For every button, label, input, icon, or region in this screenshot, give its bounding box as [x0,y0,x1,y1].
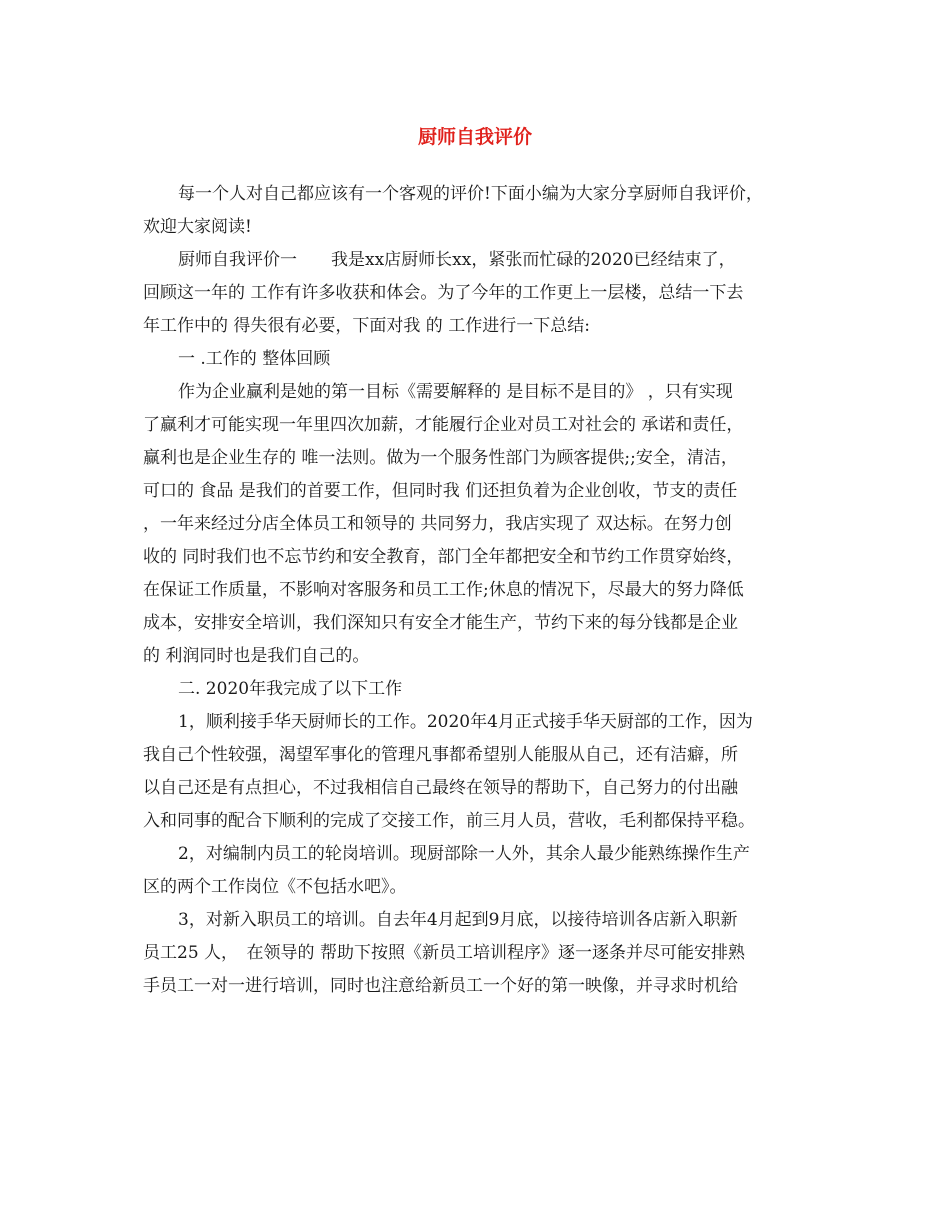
paragraph-line: 了赢利才可能实现一年里四次加薪，才能履行企业对员工对社会的 承诺和责任， [143,415,744,435]
section-heading: 二. 2020年我完成了以下工作 [178,679,403,699]
paragraph-line: 以自己还是有点担心，不过我相信自己最终在领导的帮助下，自己努力的付出融 [143,778,738,798]
document-title: 厨师自我评价 [417,126,532,148]
paragraph-line: 可口的 食品 是我们的首要工作，但同时我 们还担负着为企业创收，节支的责任 [143,481,738,501]
paragraph-line: 在保证工作质量，不影响对客服务和员工工作;休息的情况下，尽最大的努力降低 [143,580,744,600]
paragraph-line: 员工25 人， 在领导的 帮助下按照《新员工培训程序》逐一逐条并尽可能安排熟 [143,943,745,963]
paragraph-line: 赢利也是企业生存的 唯一法则。做为一个服务性部门为顾客提供;;安全，清洁， [143,448,738,468]
paragraph-line: 成本，安排安全培训，我们深知只有安全才能生产，节约下来的每分钱都是企业 [143,613,738,633]
section-heading: 一 .工作的 整体回顾 [178,349,331,369]
paragraph-line: 欢迎大家阅读! [143,217,252,237]
paragraph-line: 厨师自我评价一 我是xx店厨师长xx，紧张而忙碌的2020已经结束了， [178,250,736,270]
paragraph-line: 手员工一对一进行培训，同时也注意给新员工一个好的第一映像，并寻求时机给 [143,976,738,996]
paragraph-line: 入和同事的配合下顺利的完成了交接工作，前三月人员，营收，毛利都保持平稳。 [143,811,755,831]
paragraph-line: 作为企业赢利是她的第一目标《需要解释的 是目标不是目的》 ，只有实现 [178,382,733,402]
paragraph-line: 3，对新入职员工的培训。自去年4月起到9月底，以接待培训各店新入职新 [178,910,738,930]
paragraph-line: 我自己个性较强，渴望军事化的管理凡事都希望别人能服从自己，还有洁癖，所 [143,745,738,765]
paragraph-line: 的 利润同时也是我们自己的。 [143,646,370,666]
paragraph-line: 2，对编制内员工的轮岗培训。现厨部除一人外，其余人最少能熟练操作生产 [178,844,750,864]
document-body [143,178,815,1003]
paragraph-line: 收的 同时我们也不忘节约和安全教育，部门全年都把安全和节约工作贯穿始终， [143,547,744,567]
paragraph-line: 区的两个工作岗位《不包括水吧》。 [143,877,407,897]
paragraph-line: 年工作中的 得失很有必要，下面对我 的 工作进行一下总结: [143,316,590,336]
paragraph-line: 每一个人对自己都应该有一个客观的评价!下面小编为大家分享厨师自我评价， [178,184,763,204]
paragraph-line: 1，顺利接手华天厨师长的工作。2020年4月正式接手华天厨部的工作，因为 [178,712,753,732]
paragraph-line: ，一年来经过分店全体员工和领导的 共同努力，我店实现了 双达标。在努力创 [143,514,732,534]
paragraph-line: 回顾这一年的 工作有许多收获和体会。为了今年的工作更上一层楼，总结一下去 [143,283,744,303]
